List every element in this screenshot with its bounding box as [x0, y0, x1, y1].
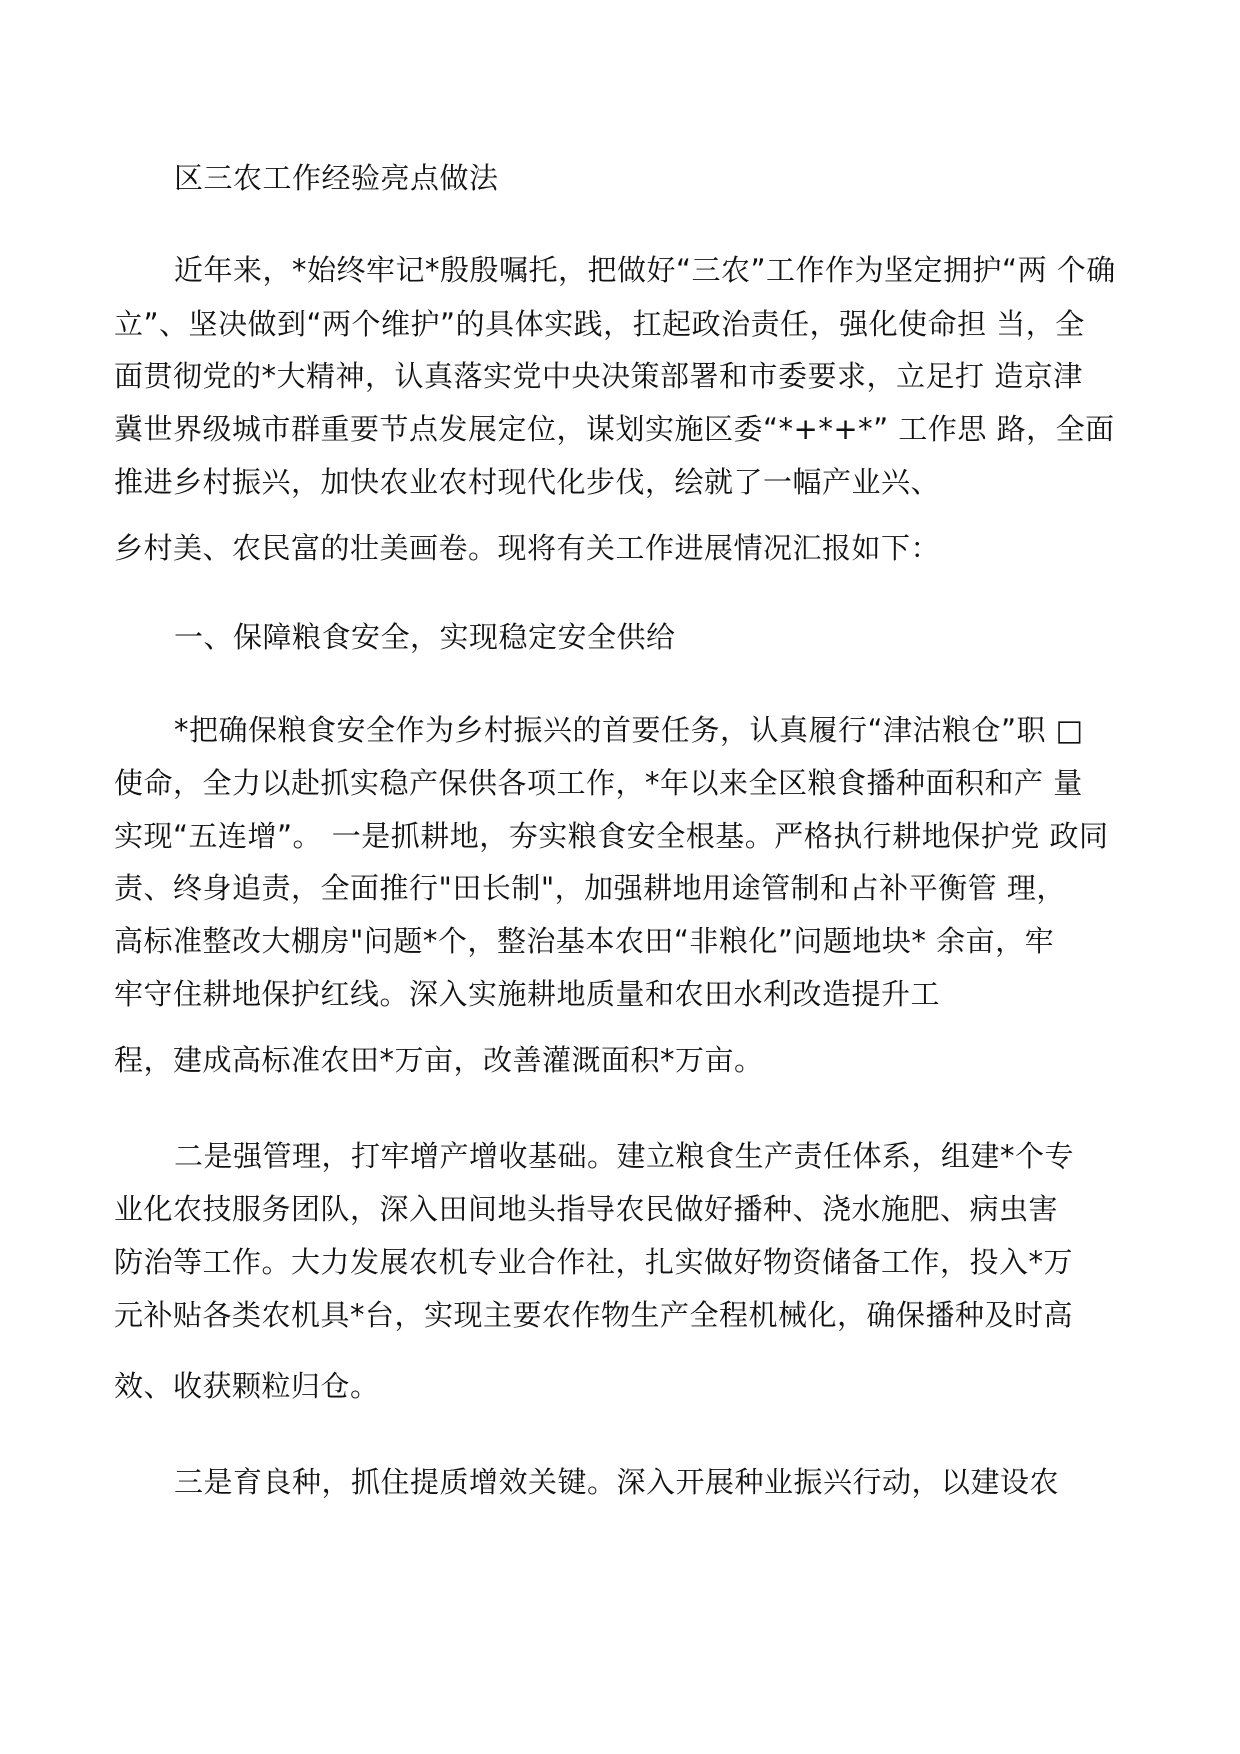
- paragraph-line: 面贯彻党的*大精神，认真落实党中央决策部署和市委要求，立足打 造京津: [114, 359, 1083, 393]
- paragraph-line: 冀世界级城市群重要节点发展定位，谋划实施区委“*+*+*” 工作思 路，全面: [114, 412, 1115, 446]
- paragraph-line: 业化农技服务团队，深入田间地头指导农民做好播种、浇水施肥、病虫害: [114, 1192, 1059, 1226]
- paragraph-line: 效、收获颗粒归仓。: [114, 1369, 380, 1403]
- paragraph-line: 乡村美、农民富的壮美画卷。现将有关工作进展情况汇报如下：: [114, 531, 941, 565]
- paragraph-line: 推进乡村振兴，加快农业农村现代化步伐，绘就了一幅产业兴、: [114, 465, 941, 499]
- paragraph-line: [174, 710, 1194, 750]
- paragraph-line: 防治等工作。大力发展农机专业合作社，扎实做好物资储备工作，投入*万: [114, 1245, 1074, 1279]
- document-title: 区三农工作经验亮点做法: [174, 161, 499, 195]
- paragraph-line: 使命，全力以赴抓实稳产保供各项工作，*年以来全区粮食播种面积和产 量: [114, 766, 1083, 800]
- paragraph-line: 立”、坚决做到“两个维护”的具体实践，扛起政治责任，强化使命担 当，全: [114, 307, 1085, 341]
- paragraph-line: 牢守住耕地保护红线。深入实施耕地质量和农田水利改造提升工: [114, 977, 941, 1011]
- paragraph-line: 高标准整改大棚房"问题*个，整治基本农田“非粮化”问题地块* 余亩，牢: [114, 924, 1055, 958]
- paragraph-line: 元补贴各类农机具*台，实现主要农作物生产全程机械化，确保播种及时高: [114, 1298, 1074, 1332]
- paragraph-line: 近年来，*始终牢记*殷殷嘱托，把做好“三农”工作作为坚定拥护“两 个确: [174, 253, 1116, 287]
- paragraph-line: 程，建成高标准农田*万亩，改善灌溉面积*万亩。: [114, 1043, 764, 1077]
- paragraph-line: 实现“五连增”。 一是抓耕地，夯实粮食安全根基。严格执行耕地保护党 政同: [114, 819, 1109, 853]
- paragraph-line-text: *把确保粮食安全作为乡村振兴的首要任务，认真履行“津沽粮仓”职: [174, 713, 1056, 747]
- paragraph-line: 二是强管理，打牢增产增收基础。建立粮食生产责任体系，组建*个专: [174, 1139, 1075, 1173]
- missing-glyph: □: [1055, 713, 1084, 747]
- paragraph-line: 三是育良种，抓住提质增效关键。深入开展种业振兴行动，以建设农: [174, 1465, 1060, 1499]
- paragraph-line: 责、终身追责，全面推行"田长制"，加强耕地用途管制和占补平衡管 理，: [114, 871, 1066, 905]
- section-heading: 一、保障粮食安全，实现稳定安全供给: [174, 620, 676, 654]
